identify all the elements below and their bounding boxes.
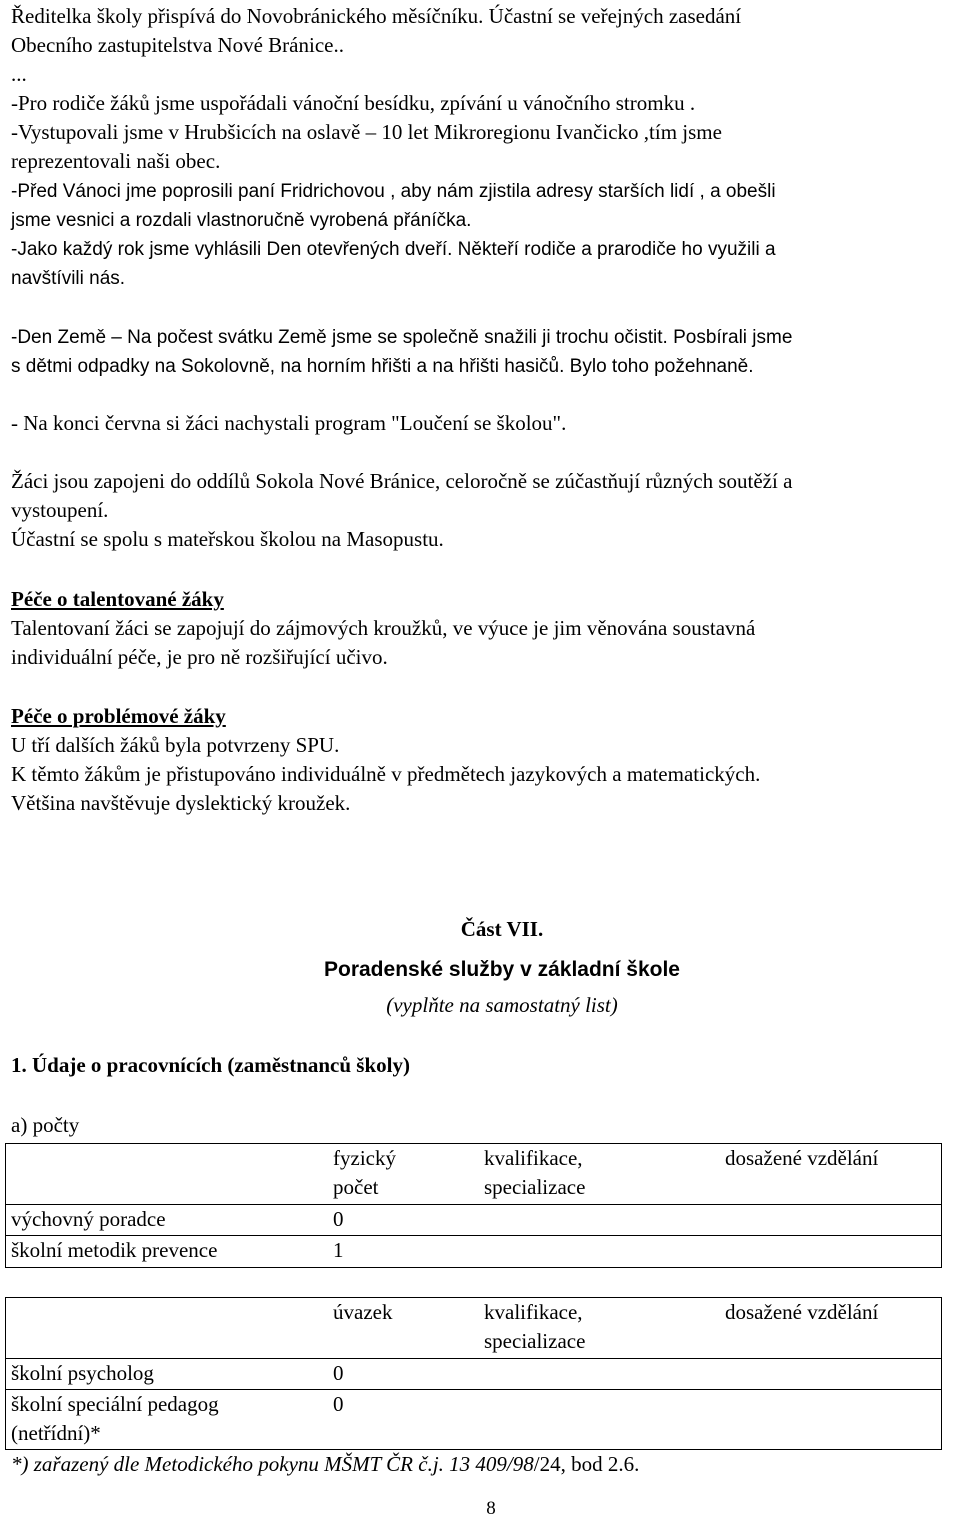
footnote-italic: *) zařazený dle Metodického pokynu MŠMT ČR č.j. 13 409/98 bbox=[11, 1452, 534, 1476]
table-cell-value: 0 bbox=[333, 1361, 344, 1385]
staff-table-1 bbox=[5, 1143, 942, 1268]
activity-line: -Před Vánoci jme poprosili paní Fridrichovou , aby nám zjistila adresy starších lidí , a obešli bbox=[11, 181, 776, 202]
sokol-line: vystoupení. bbox=[11, 498, 109, 522]
table-header-cell: kvalifikace, bbox=[484, 1146, 583, 1170]
table-row bbox=[6, 1205, 941, 1236]
staff-table-2 bbox=[5, 1297, 942, 1450]
footnote-normal: /24, bod 2.6. bbox=[533, 1452, 640, 1476]
page-number: 8 bbox=[486, 1498, 496, 1519]
part-note: (vyplňte na samostatný list) bbox=[386, 993, 618, 1017]
section-1-heading-text: 1. Údaje o pracovnících (zaměstnanců školy) bbox=[11, 1053, 410, 1077]
earth-day-line: s dětmi odpadky na Sokolovně, na horním hřišti a na hřišti hasičů. Bylo toho požehnaně. bbox=[11, 356, 754, 377]
subsection-a-text: a) počty bbox=[11, 1113, 80, 1137]
table-cell-value: 1 bbox=[333, 1238, 344, 1262]
footnote-text bbox=[11, 1450, 956, 1479]
table-cell-value: 0 bbox=[333, 1392, 344, 1416]
section-1-heading bbox=[11, 1051, 956, 1080]
table-header-cell: specializace bbox=[484, 1329, 586, 1353]
table-header-row bbox=[6, 1144, 941, 1205]
activity-line: jsme vesnici a rozdali vlastnoručně vyrobená přáníčka. bbox=[11, 210, 472, 231]
subsection-a bbox=[11, 1111, 956, 1140]
talented-section bbox=[11, 585, 956, 672]
talented-line: individuální péče, je pro ně rozšiřující učivo. bbox=[11, 645, 388, 669]
table-cell-label: školní psycholog bbox=[11, 1361, 154, 1385]
activity-line: navštívili nás. bbox=[11, 268, 126, 289]
earth-day-line: -Den Země – Na počest svátku Země jsme se společně snažili ji trochu očistit. Posbírali jsme bbox=[11, 327, 793, 348]
problem-line: Většina navštěvuje dyslektický kroužek. bbox=[11, 791, 351, 815]
footnote bbox=[11, 1450, 956, 1479]
activities-paragraph bbox=[11, 177, 956, 293]
activity-line: -Jako každý rok jsme vyhlásili Den otevřených dveří. Někteří rodiče a prarodiče ho využili a bbox=[11, 239, 776, 260]
table-row bbox=[6, 1359, 941, 1390]
talented-line: Talentovaní žáci se zapojují do zájmových kroužků, ve výuce je jim věnována soustavná bbox=[11, 616, 756, 640]
table-cell-value: 0 bbox=[333, 1207, 344, 1231]
intro-line: -Vystupovali jsme v Hrubšicích na oslavě – 10 let Mikroregionu Ivančicko ,tím jsme bbox=[11, 120, 722, 144]
table-header-cell: počet bbox=[333, 1175, 379, 1199]
table-header-cell: kvalifikace, bbox=[484, 1300, 583, 1324]
table-row bbox=[6, 1390, 941, 1449]
table-cell-label: školní speciální pedagog bbox=[11, 1392, 219, 1416]
part-subtitle: Poradenské služby v základní škole bbox=[324, 958, 680, 981]
intro-paragraph bbox=[11, 2, 956, 176]
intro-line: ... bbox=[11, 62, 27, 86]
sokol-paragraph bbox=[11, 467, 956, 554]
table-header-cell: specializace bbox=[484, 1175, 586, 1199]
intro-line: reprezentovali naši obec. bbox=[11, 149, 221, 173]
sokol-line: Účastní se spolu s mateřskou školou na Masopustu. bbox=[11, 527, 444, 551]
table-row bbox=[6, 1236, 941, 1267]
intro-line: -Pro rodiče žáků jsme uspořádali vánoční besídku, zpívání u vánočního stromku . bbox=[11, 91, 696, 115]
table-header-cell: dosažené vzdělání bbox=[725, 1300, 879, 1324]
earth-day-paragraph bbox=[11, 323, 956, 381]
part-title: Část VII. bbox=[460, 917, 544, 941]
problem-line: K těmto žákům je přistupováno individuálně v předmětech jazykových a matematických. bbox=[11, 762, 761, 786]
school-farewell-paragraph bbox=[11, 409, 956, 438]
problem-section bbox=[11, 702, 956, 818]
problem-line: U tří dalších žáků byla potvrzeny SPU. bbox=[11, 733, 340, 757]
table-header-cell: úvazek bbox=[333, 1300, 393, 1324]
sokol-line: Žáci jsou zapojeni do oddílů Sokola Nové Bránice, celoročně se zúčastňují různých soutěží a bbox=[11, 469, 793, 493]
table-header-cell: dosažené vzdělání bbox=[725, 1146, 879, 1170]
table-cell-label: výchovný poradce bbox=[11, 1207, 166, 1231]
table-cell-label: školní metodik prevence bbox=[11, 1238, 218, 1262]
table-header-row bbox=[6, 1298, 941, 1359]
table-cell-label: (netřídní)* bbox=[11, 1421, 101, 1445]
table-header-cell: fyzický bbox=[333, 1146, 396, 1170]
intro-line: Ředitelka školy přispívá do Novobránického měsíčníku. Účastní se veřejných zasedání bbox=[11, 4, 742, 28]
talented-heading: Péče o talentované žáky bbox=[11, 587, 224, 611]
school-farewell-line: - Na konci června si žáci nachystali program "Loučení se školou". bbox=[11, 411, 567, 435]
intro-line: Obecního zastupitelstva Nové Bránice.. bbox=[11, 33, 344, 57]
problem-heading: Péče o problémové žáky bbox=[11, 704, 226, 728]
